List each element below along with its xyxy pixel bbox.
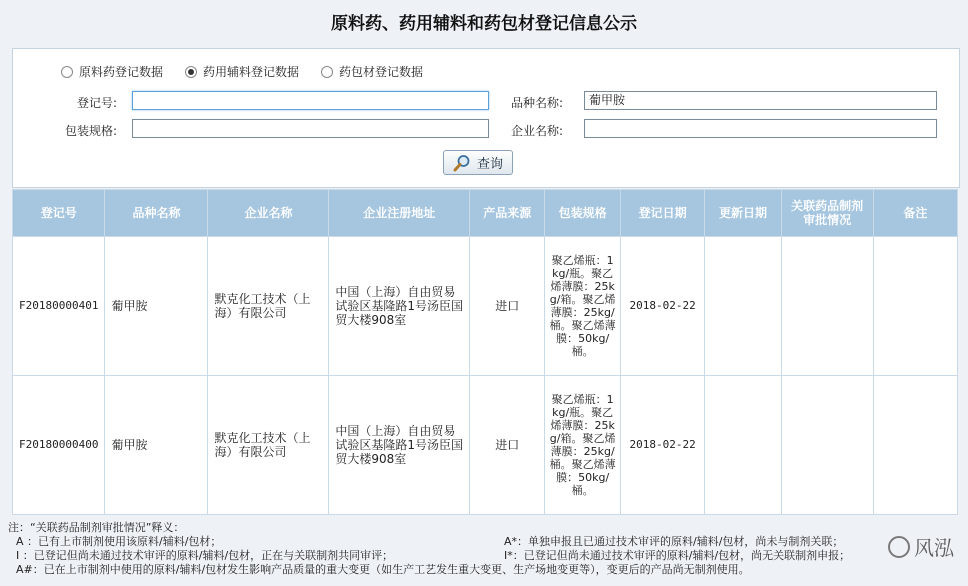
col-header: 包装规格 — [545, 190, 620, 237]
search-button-label: 查询 — [476, 157, 503, 172]
note-a: A ：已有上市制剂使用该原料/辅料/包材； — [16, 535, 222, 548]
radio-excipient-data[interactable] — [185, 63, 299, 80]
cell-pack: 聚乙烯瓶：1kg/瓶。聚乙烯薄膜：25kg/箱。聚乙烯薄膜：25kg/桶。聚乙烯薄膜：50kg/桶。 — [545, 237, 620, 376]
cell-reg-no: F20180000401 — [13, 237, 105, 376]
search-panel — [12, 48, 960, 188]
note-a-star: A*：单独申报且已通过技术审评的原料/辅料/包材，尚未与制剂关联； — [504, 535, 844, 548]
col-header: 登记日期 — [620, 190, 705, 237]
cell-company: 默克化工技术（上海）有限公司 — [208, 237, 329, 376]
radio-api-data[interactable] — [61, 63, 163, 80]
table-row — [13, 376, 958, 515]
cell-address: 中国（上海）自由贸易试验区基隆路1号汤臣国贸大楼908室 — [329, 376, 470, 515]
company-input[interactable] — [584, 119, 937, 138]
col-header: 备注 — [873, 190, 957, 237]
pack-input[interactable] — [132, 119, 489, 138]
results-table — [12, 189, 958, 515]
page-title: 原料药、药用辅料和药包材登记信息公示 — [331, 14, 637, 34]
watermark-text: 风泓 — [914, 536, 954, 560]
cell-approval — [781, 237, 873, 376]
cell-company: 默克化工技术（上海）有限公司 — [208, 376, 329, 515]
col-header: 更新日期 — [705, 190, 781, 237]
cell-source: 进口 — [470, 376, 545, 515]
col-header: 企业名称 — [208, 190, 329, 237]
note-i: I ：已登记但尚未通过技术审评的原料/辅料/包材，正在与关联制剂共同审评； — [16, 549, 394, 562]
cell-variety: 葡甲胺 — [105, 237, 208, 376]
pack-label: 包装规格: — [64, 124, 117, 138]
cell-source: 进口 — [470, 237, 545, 376]
radio-indicator[interactable] — [61, 66, 73, 78]
company-label: 企业名称: — [510, 124, 563, 138]
cell-reg-date: 2018-02-22 — [620, 376, 705, 515]
col-header: 登记号 — [13, 190, 105, 237]
table-header-row — [13, 190, 958, 237]
cell-remark — [873, 376, 957, 515]
variety-input[interactable]: 葡甲胺 — [584, 91, 937, 110]
cell-update-date — [705, 237, 781, 376]
col-header: 品种名称 — [105, 190, 208, 237]
cell-pack: 聚乙烯瓶：1kg/瓶。聚乙烯薄膜：25kg/箱。聚乙烯薄膜：25kg/桶。聚乙烯薄膜：50kg/桶。 — [545, 376, 620, 515]
cell-reg-no: F20180000400 — [13, 376, 105, 515]
variety-label: 品种名称: — [510, 96, 563, 110]
table-row — [13, 237, 958, 376]
reg-no-input[interactable] — [132, 91, 489, 110]
radio-indicator[interactable] — [321, 66, 333, 78]
magnifier-icon — [453, 154, 471, 172]
radio-label: 药用辅料登记数据 — [203, 65, 300, 79]
wechat-logo-icon — [888, 536, 910, 558]
cell-reg-date: 2018-02-22 — [620, 237, 705, 376]
radio-label: 药包材登记数据 — [339, 65, 424, 79]
col-header: 产品来源 — [470, 190, 545, 237]
search-button[interactable] — [443, 150, 513, 175]
col-header: 企业注册地址 — [329, 190, 470, 237]
note-a-hash: A#：已在上市制剂中使用的原料/辅料/包材发生影响产品质量的重大变更（如生产工艺发生重大变更、生产场地变更等），变更后的产品尚无制剂使用。 — [16, 563, 750, 576]
radio-label: 原料药登记数据 — [79, 65, 164, 79]
notes-intro: 注：“关联药品制剂审批情况”释义： — [8, 521, 185, 534]
radio-packaging-data[interactable] — [321, 63, 423, 80]
cell-approval — [781, 376, 873, 515]
cell-variety: 葡甲胺 — [105, 376, 208, 515]
watermark — [888, 532, 954, 561]
note-i-star: I*：已登记但尚未通过技术审评的原料/辅料/包材，尚无关联制剂申报； — [504, 549, 851, 562]
data-type-radio-group — [61, 63, 423, 80]
cell-address: 中国（上海）自由贸易试验区基隆路1号汤臣国贸大楼908室 — [329, 237, 470, 376]
col-header: 关联药品制剂审批情况 — [781, 190, 873, 237]
reg-no-label: 登记号: — [76, 96, 117, 110]
cell-update-date — [705, 376, 781, 515]
cell-remark — [873, 237, 957, 376]
radio-indicator[interactable] — [185, 66, 197, 78]
